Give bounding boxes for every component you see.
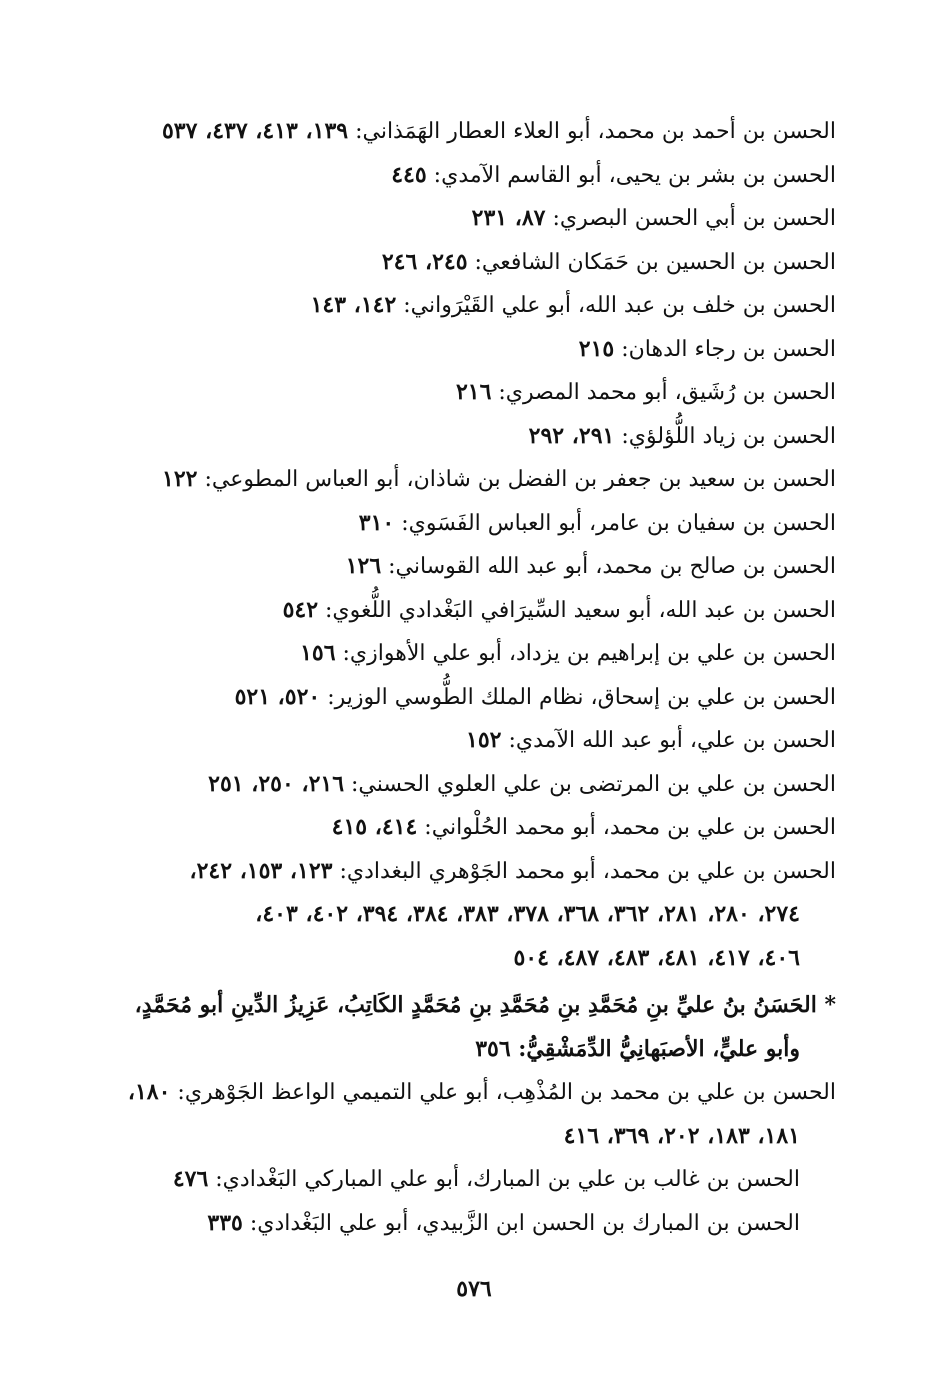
page-number: ٥٧٦	[456, 1276, 492, 1302]
index-entry	[110, 545, 836, 589]
entry-name: الحسن بن زياد اللُّؤلؤي:	[614, 423, 836, 449]
index-entry	[110, 328, 836, 372]
entry-pages: ١٢٣، ١٥٣، ٢٤٢،	[189, 857, 333, 884]
starred-entry	[110, 984, 836, 1071]
index-entry	[110, 415, 836, 459]
index-entry	[110, 371, 836, 415]
index-entry	[110, 676, 836, 720]
entry-name: الحسن بن سفيان بن عامر، أبو العباس الفَسَوي:	[394, 510, 836, 536]
entry-pages-continued: ٢٧٤، ٢٨٠، ٢٨١، ٣٦٢، ٣٦٨، ٣٧٨، ٣٨٣، ٣٨٤، ٣٩٤، ٤٠٢، ٤٠٣،	[255, 901, 800, 927]
entry-pages: ٣١٠	[358, 509, 395, 536]
entry-name: الحسن بن علي بن محمد، أبو محمد الجَوْهري البغدادي:	[332, 858, 836, 884]
index-entry	[110, 632, 836, 676]
entry-name: الحسن بن سعيد بن جعفر بن الفضل بن شاذان، أبو العباس المطوعي:	[197, 467, 836, 492]
entry-name: الحسن بن خلف بن عبد الله، أبو علي القَيْرَواني:	[396, 293, 836, 318]
entry-name: الحسن بن علي بن إسحاق، نظام الملك الطُّوسي الوزير:	[320, 684, 836, 710]
entry-pages: ٥٢٠، ٥٢١	[234, 683, 321, 710]
entry-pages: ٨٧، ٢٣١	[471, 205, 546, 231]
entry-pages: ٢٤٥، ٢٤٦	[381, 248, 468, 275]
entry-name: الحسن بن أبي الحسن البصري:	[545, 206, 836, 231]
entry-name: الحسن بن علي، أبو عبد الله الآمدي:	[501, 728, 836, 753]
index-entry	[110, 719, 836, 763]
index-page	[110, 110, 836, 1245]
index-entry	[110, 1202, 836, 1246]
entry-pages: ٤٤٥	[391, 161, 427, 188]
index-entry	[110, 284, 836, 328]
entry-pages: ٢١٥	[578, 335, 615, 362]
entry-name: الحسن بن رُشَيق، أبو محمد المصري:	[491, 380, 836, 405]
entry-name: الحسن بن علي بن محمد بن المُذْهِب، أبو علي التميمي الواعظ الجَوْهري:	[170, 1080, 836, 1105]
entry-pages: ٢١٦	[455, 379, 492, 405]
entry-pages: ٢١٦، ٢٥٠، ٢٥١	[208, 770, 345, 797]
entry-pages: ٣٥٦	[475, 1035, 511, 1062]
entry-name: الحسن بن رجاء الدهان:	[614, 336, 836, 362]
entry-pages: ٢٩١، ٢٩٢	[528, 422, 615, 449]
entry-pages: ٤١٤، ٤١٥	[331, 814, 418, 840]
index-entry	[110, 589, 836, 633]
index-entry	[110, 806, 836, 850]
index-entry	[110, 154, 836, 198]
entry-pages-continued: ٤٠٦، ٤١٧، ٤٨١، ٤٨٣، ٤٨٧، ٥٠٤	[513, 944, 800, 971]
entry-name: الحسن بن عبد الله، أبو سعيد السِّيرَافي البَغْدادي اللُّغوي:	[318, 597, 836, 623]
index-entry	[110, 458, 836, 502]
entry-name: الحسن بن الحسين بن حَمَكان الشافعي:	[467, 249, 836, 275]
starred-entry-name-end: وأبو عليٍّ، الأصبَهانِيُّ الدِّمَشْقِيُّ:	[510, 1035, 800, 1062]
index-entry-multiline	[110, 850, 836, 981]
entry-name: الحسن بن بشر بن يحيى، أبو القاسم الآمدي:	[426, 162, 836, 188]
entry-pages: ٤٧٦	[172, 1166, 209, 1192]
entry-pages: ١٣٩، ٤١٣، ٤٣٧، ٥٣٧	[161, 118, 349, 144]
entry-pages: ١٥٢	[466, 727, 502, 753]
starred-entry-continued	[110, 1028, 836, 1072]
entry-pages: ٥٤٢	[282, 596, 319, 623]
index-entry	[110, 763, 836, 807]
index-entry-multiline	[110, 1071, 836, 1158]
entry-pages-continued: ١٨١، ١٨٣، ٢٠٢، ٣٦٩، ٤١٦	[563, 1122, 800, 1149]
entry-name: الحسن بن علي بن المرتضى بن علي العلوي الحسني:	[344, 771, 836, 797]
index-entry	[110, 241, 836, 285]
entry-name: الحسن بن أحمد بن محمد، أبو العلاء العطار الهَمَذاني:	[348, 119, 836, 144]
entry-pages: ٣٣٥	[207, 1209, 243, 1236]
entry-pages: ١٢٦	[345, 553, 382, 579]
entry-pages: ١٥٦	[300, 640, 336, 666]
index-entry	[110, 1158, 836, 1202]
entry-name: الحسن بن غالب بن علي بن المبارك، أبو علي المباركي البَغْدادي:	[208, 1167, 800, 1192]
entry-pages: ١٨٠،	[127, 1079, 171, 1105]
entry-name: الحسن بن صالح بن محمد، أبو عبد الله القوساني:	[381, 554, 836, 579]
entry-name: الحسن بن علي بن إبراهيم بن يزداد، أبو علي الأهوازي:	[335, 641, 836, 666]
entry-pages: ١٤٢، ١٤٣	[310, 292, 397, 318]
entry-pages: ١٢٢	[162, 466, 198, 492]
index-entry	[110, 502, 836, 546]
index-entry	[110, 197, 836, 241]
entry-name: الحسن بن المبارك بن الحسن ابن الزَّبيدي، أبو علي البَغْدادي:	[242, 1210, 800, 1236]
starred-entry-heading: * الحَسَنُ بنُ عليِّ بنِ مُحَمَّدِ بنِ مُحَمَّدِ بنِ مُحَمَّدٍ الكَاتِبُ، عَزِيزُ الدِّينِ أبو مُحَمَّدٍ،	[134, 992, 836, 1018]
index-entry	[110, 110, 836, 154]
entry-name: الحسن بن علي بن محمد، أبو محمد الحُلْواني:	[417, 815, 836, 840]
